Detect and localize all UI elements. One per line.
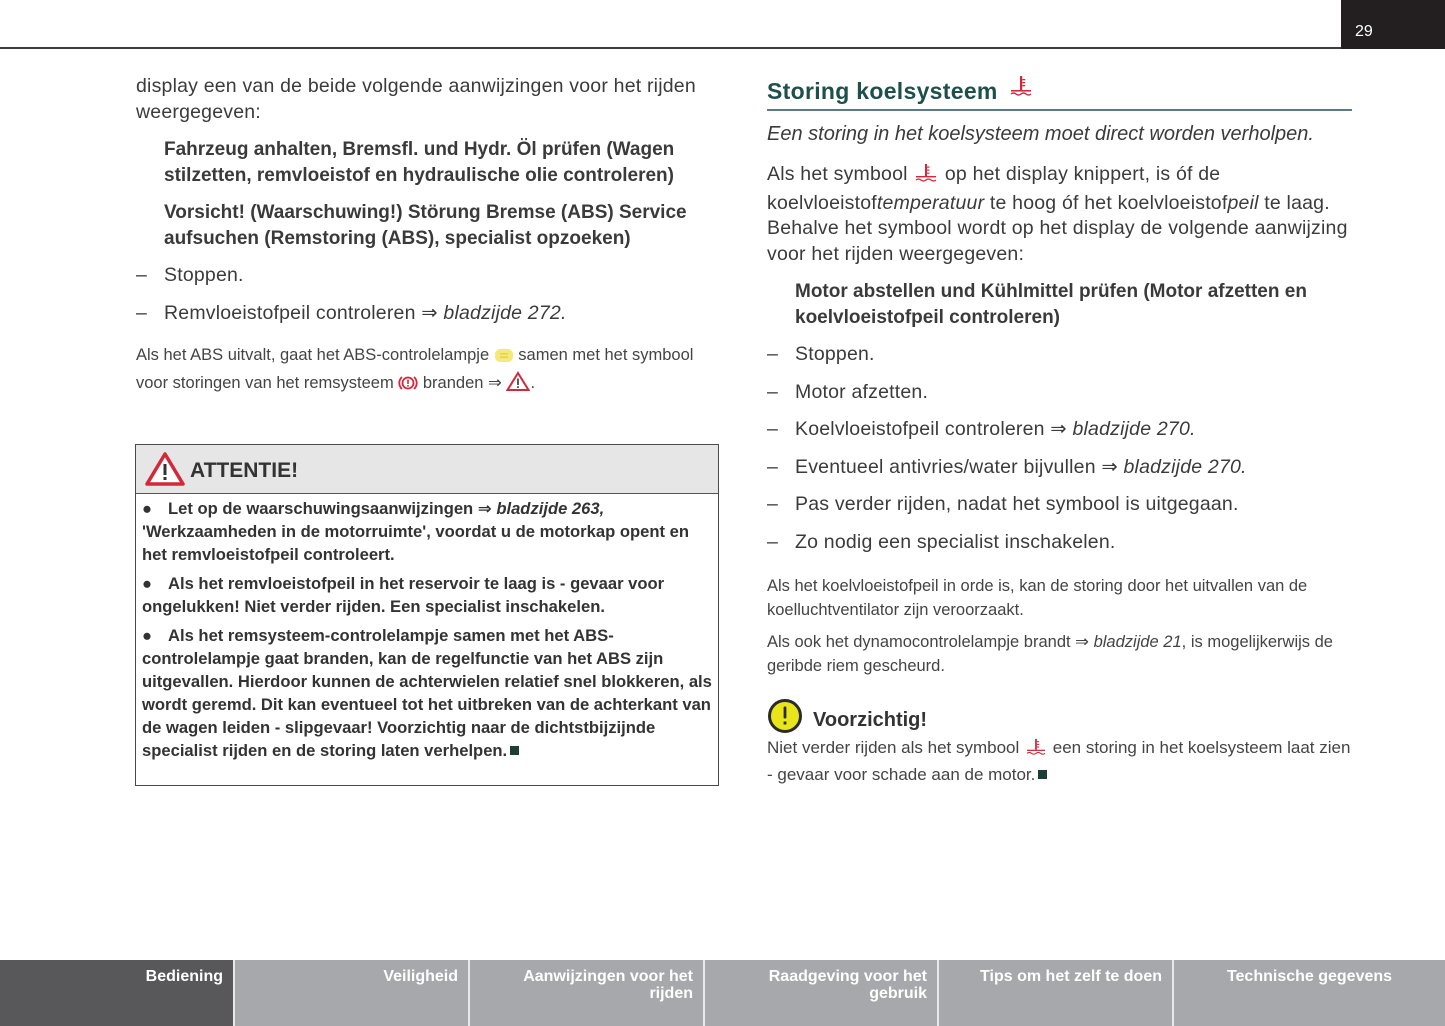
note-text: . (530, 373, 536, 392)
page-number-tab (1341, 0, 1445, 49)
text-span: , is mogelijkerwijs de geribde riem gescheurd. (767, 633, 1333, 675)
attention-text: Let op de waarschuwingsaanwijzingen ⇒ (168, 499, 497, 518)
step-text: Koelvloeistofpeil controleren ⇒ (795, 418, 1073, 440)
attention-box (135, 444, 719, 786)
attention-text: Als het remvloeistofpeil in het reservoir te laag is - gevaar voor ongelukken! Niet verder rijden. Een specialist inschakelen. (142, 574, 665, 616)
tab-label: Technische gegevens (1226, 968, 1393, 985)
page-reference-link[interactable]: bladzijde 263, (496, 499, 605, 518)
attention-item (142, 572, 712, 618)
tab-label: Raadgeving voor het gebruik (768, 968, 927, 1002)
dash-marker: – (767, 380, 779, 403)
step-text: Motor afzetten. (795, 380, 929, 403)
header-rule (0, 47, 1445, 49)
tab-label: Bediening (145, 968, 223, 985)
text-span: Als het symbool (767, 163, 914, 185)
page-number: 29 (1355, 23, 1373, 40)
step-item (767, 380, 1353, 406)
dash-marker: – (136, 264, 148, 286)
attention-item (142, 624, 712, 762)
step-item (136, 263, 720, 289)
step-item (767, 455, 1353, 481)
chapter-nav (0, 960, 1445, 1026)
left-column (136, 74, 720, 398)
step-text: Stoppen. (164, 264, 244, 286)
chapter-tab-technische-gegevens[interactable] (1174, 960, 1445, 1026)
tab-label: Veiligheid (383, 968, 458, 985)
right-column (767, 74, 1353, 786)
attention-text: Als het remsysteem-controlelampje samen met het ABS-controlelampje gaat branden, kan de regelfunctie van het ABS zijn uitgevallen. Hierdoor kunnen de achterwielen relatief snel blokkeren, als wordt geremd. Dit kan eventueel tot het uitbreken van de achterkant van de wagen leiden - slipgevaar! Voorzichtig naar de dichtstbijzijnde specialist rijden en de storing laten verhelpen. (142, 626, 712, 760)
step-text: Stoppen. (795, 343, 875, 365)
brake-system-warning-icon (398, 375, 418, 399)
text-span: peil (1227, 191, 1259, 214)
attention-header (136, 445, 718, 494)
display-message-1: Fahrzeug anhalten, Bremsfl. und Hydr. Öl prüfen (Wagen stilzetten, remvloeistof en hydraulische olie controleren) (164, 139, 675, 186)
text-span: een storing in het koelsysteem laat zien - gevaar voor schade aan de motor. (767, 738, 1351, 784)
end-of-section-marker (510, 746, 519, 755)
page-reference-link[interactable]: bladzijde 272. (443, 301, 567, 324)
chapter-tab-veiligheid[interactable] (235, 960, 470, 1026)
page-reference-link[interactable]: bladzijde 270. (1072, 418, 1196, 440)
text-span: Niet verder rijden als het symbool (767, 738, 1025, 757)
note-text: samen met het symbool voor storingen van het remsysteem (136, 346, 694, 392)
note-text: Als het ABS uitvalt, gaat het ABS-controlelampje (136, 346, 494, 364)
step-item (767, 417, 1353, 443)
step-item (136, 301, 720, 327)
page-reference-link[interactable]: bladzijde 270. (1123, 455, 1247, 478)
attention-text: 'Werkzaamheden in de motorruimte', voordat u de motorkap opent en het remvloeistofpeil controleert. (142, 522, 689, 564)
section-heading (767, 74, 1353, 105)
end-of-section-marker (1038, 770, 1047, 779)
alternator-note (767, 631, 1353, 678)
display-message: Motor abstellen und Kühlmittel prüfen (Motor afzetten en koelvloeistofpeil controleren) (795, 281, 1307, 328)
tab-label: Tips om het zelf te doen (980, 968, 1162, 985)
step-list (767, 342, 1353, 555)
bullet-icon: ● (142, 574, 153, 593)
warning-triangle-icon (144, 451, 186, 487)
chapter-tab-bediening[interactable] (0, 960, 235, 1026)
caution-header (767, 698, 1353, 734)
caution-circle-icon (767, 698, 803, 734)
text-span: te hoog óf het koelvloeistof (984, 191, 1228, 214)
fan-note: Als het koelvloeistofpeil in orde is, kan de storing door het uitvallen van de koelluchtventilator zijn veroorzaakt. (767, 577, 1308, 619)
text-span: te laag. Behalve het symbool wordt op het display de volgende aanwijzing voor het rijden weergegeven: (767, 191, 1348, 265)
chapter-tab-tips[interactable] (939, 960, 1174, 1026)
bullet-icon: ● (142, 499, 153, 518)
step-text: Eventueel antivries/water bijvullen ⇒ (795, 455, 1124, 478)
caution-title: Voorzichtig! (813, 708, 928, 731)
warning-triangle-icon[interactable] (506, 371, 530, 399)
dash-marker: – (767, 455, 779, 478)
step-text: Pas verder rijden, nadat het symbool is uitgegaan. (795, 493, 1239, 515)
dash-marker: – (767, 493, 779, 515)
page-reference-link[interactable]: bladzijde 21 (1093, 633, 1182, 651)
note-text: branden ⇒ (418, 373, 507, 392)
text-span: temperatuur (876, 191, 985, 214)
attention-title: ATTENTIE! (190, 459, 299, 482)
text-span: op het display knippert, is óf de koelvloeistof (767, 163, 1221, 214)
chapter-tab-raadgeving[interactable] (705, 960, 939, 1026)
coolant-temperature-icon (1024, 738, 1048, 763)
intro-text: display een van de beide volgende aanwijzingen voor het rijden weergegeven: (136, 75, 696, 123)
abs-note (136, 344, 720, 398)
chapter-tab-aanwijzingen[interactable] (470, 960, 705, 1026)
section-subtitle: Een storing in het koelsysteem moet direct worden verholpen. (767, 123, 1314, 145)
coolant-temperature-icon (1008, 74, 1034, 103)
bullet-icon: ● (142, 626, 153, 645)
section-title: Storing koelsysteem (767, 78, 998, 104)
step-item (767, 530, 1353, 556)
text-span: Als ook het dynamocontrolelampje brandt ⇒ (767, 633, 1094, 651)
step-item (767, 492, 1353, 518)
step-text: Remvloeistofpeil controleren ⇒ (164, 301, 444, 324)
attention-body (136, 494, 718, 762)
step-text: Zo nodig een specialist inschakelen. (795, 530, 1116, 553)
tab-label: Aanwijzingen voor het rijden (523, 968, 693, 1002)
abs-warning-lamp-icon (494, 347, 514, 371)
dash-marker: – (767, 530, 779, 553)
step-item (767, 342, 1353, 368)
explanation-text (767, 162, 1353, 267)
section-divider (767, 109, 1352, 111)
coolant-temperature-icon (913, 163, 939, 191)
dash-marker: – (767, 343, 779, 365)
display-message-2: Vorsicht! (Waarschuwing!) Störung Bremse (ABS) Service aufsuchen (Remstoring (ABS), specialist opzoeken) (164, 202, 687, 249)
attention-item (142, 497, 712, 566)
dash-marker: – (136, 301, 148, 324)
caution-text (767, 736, 1353, 786)
dash-marker: – (767, 418, 779, 440)
